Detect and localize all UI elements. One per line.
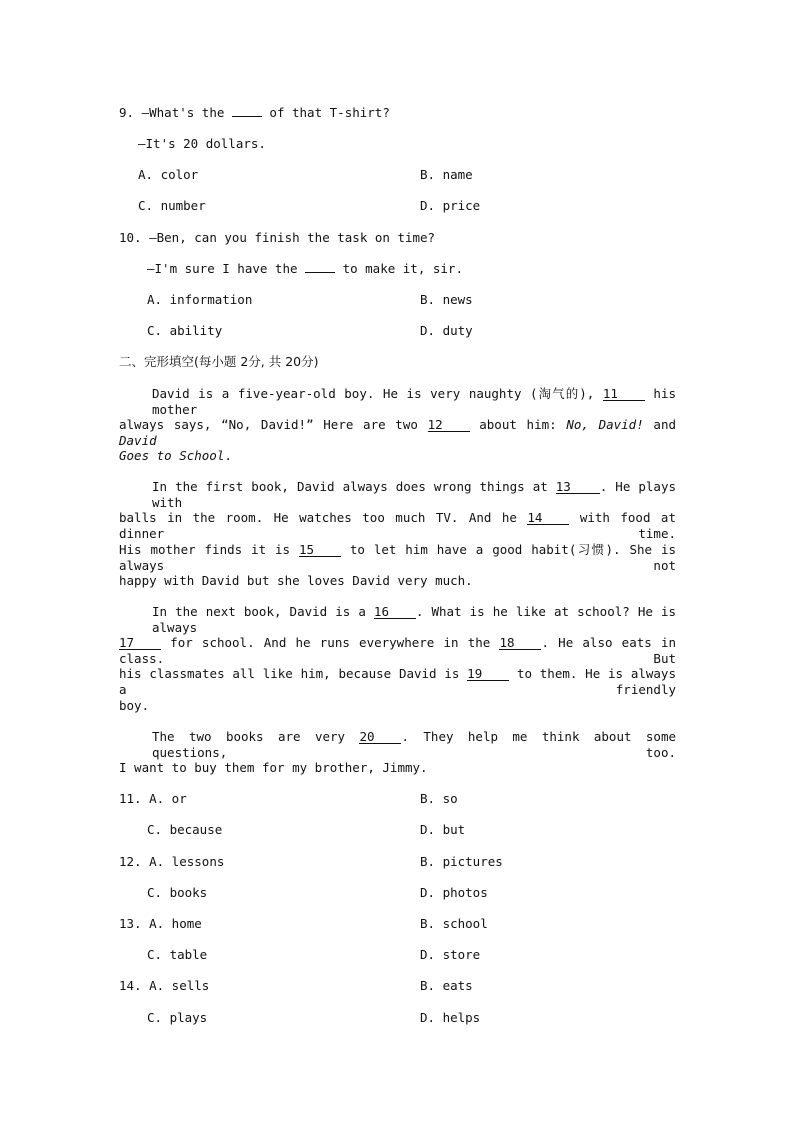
option-d: D. photos [420, 885, 488, 900]
passage-text: ), [579, 386, 603, 401]
passage-p3-line-2 [119, 635, 676, 667]
passage-text: his mother [152, 386, 676, 417]
chinese-gloss: 淘气的 [537, 386, 580, 401]
blank-11: 11 [603, 387, 645, 401]
passage-text: balls in the room. He watches too much TV. And he [119, 510, 528, 525]
passage-text: In the first book, David always does wrong things at [152, 479, 556, 494]
blank-20: 20 [359, 730, 401, 744]
passage-text: . He plays with [152, 479, 677, 510]
passage-p2-line-3 [119, 542, 676, 574]
option-d: D. duty [420, 323, 473, 338]
question-number: 11. [119, 791, 142, 806]
blank-15: 15 [299, 543, 341, 557]
option-a: A. sells [149, 978, 210, 993]
option-a: A. color [138, 167, 199, 182]
passage-text: for school. And he runs everywhere in the [161, 635, 500, 650]
option-a: A. lessons [149, 854, 225, 869]
passage-text: The two books are very [152, 729, 360, 744]
option-c: C. ability [147, 323, 223, 338]
passage-p1-line-1 [152, 386, 676, 418]
blank-19: 19 [467, 667, 509, 681]
question-9-line-1 [119, 105, 390, 121]
passage-text: David is a five-year-old boy. He is very naughty ( [152, 386, 538, 401]
option-d: D. price [420, 198, 481, 213]
book-title: Goes to School [119, 448, 225, 463]
blank-16: 16 [374, 605, 416, 619]
question-text: —What's the [141, 105, 232, 120]
passage-text: ). She is always not [119, 542, 676, 573]
passage-text: . They help me think about some questions, too. [152, 729, 677, 760]
option-c: C. plays [147, 1010, 208, 1025]
passage-p1-line-2 [119, 417, 676, 449]
question-number: 14. [119, 978, 142, 993]
question-number: 10. [119, 230, 142, 245]
option-b: B. school [420, 916, 488, 931]
question-10-line-2 [147, 261, 463, 277]
passage-p3-line-4: boy. [119, 698, 150, 713]
blank-17: 17 [119, 636, 161, 650]
passage-p2-line-4: happy with David but she loves David very much. [119, 573, 473, 588]
option-a: A. or [149, 791, 187, 806]
passage-text: . [224, 448, 232, 463]
option-a: A. information [147, 292, 253, 307]
passage-p4-line-1 [152, 729, 676, 761]
answer-blank [305, 272, 335, 273]
option-b: B. news [420, 292, 473, 307]
option-c: C. because [147, 822, 223, 837]
question-11-row-1 [119, 791, 187, 807]
passage-text: his classmates all like him, because David is [119, 666, 468, 681]
option-b: B. name [420, 167, 473, 182]
passage-text: to let him have a good habit( [340, 542, 577, 557]
option-b: B. pictures [420, 854, 503, 869]
passage-text: to them. He is always a friendly [119, 666, 676, 697]
question-text: —I'm sure I have the [147, 261, 306, 276]
question-text: —Ben, can you finish the task on time? [149, 230, 436, 245]
section-title: 二、完形填空(每小题 2分, 共 20分) [119, 354, 319, 369]
passage-p3-line-3 [119, 666, 676, 698]
blank-14: 14 [527, 511, 569, 525]
blank-12: 12 [428, 418, 470, 432]
question-13-row-1 [119, 916, 202, 932]
question-12-row-1 [119, 854, 224, 870]
option-c: C. table [147, 947, 208, 962]
passage-p2-line-2 [119, 510, 676, 542]
question-number: 9. [119, 105, 135, 120]
option-d: D. helps [420, 1010, 481, 1025]
question-14-row-1 [119, 978, 209, 994]
passage-text: . What is he like at school? He is always [152, 604, 676, 635]
option-a: A. home [149, 916, 202, 931]
passage-text: In the next book, David is a [152, 604, 374, 619]
passage-text: His mother finds it is [119, 542, 299, 557]
option-d: D. but [420, 822, 466, 837]
blank-13: 13 [556, 480, 600, 494]
book-title: David [119, 433, 157, 448]
answer-blank [232, 116, 262, 117]
passage-text: . He also eats in class. But [119, 635, 677, 666]
passage-text: and [643, 417, 677, 432]
question-9-line-2: —It's 20 dollars. [138, 136, 266, 151]
option-d: D. store [420, 947, 481, 962]
option-c: C. number [138, 198, 206, 213]
passage-p4-line-2: I want to buy them for my brother, Jimmy. [119, 760, 428, 775]
option-c: C. books [147, 885, 208, 900]
option-b: B. so [420, 791, 458, 806]
question-number: 13. [119, 916, 142, 931]
question-text: to make it, sir. [335, 261, 463, 276]
passage-text: about him: [469, 417, 567, 432]
option-b: B. eats [420, 978, 473, 993]
question-text: of that T-shirt? [261, 105, 390, 120]
passage-text: with food at dinner time. [119, 510, 676, 541]
blank-18: 18 [499, 636, 541, 650]
book-title: No, David! [566, 417, 644, 432]
passage-text: always says, “No, David!” Here are two [119, 417, 428, 432]
passage-p2-line-1 [152, 479, 676, 511]
passage-p3-line-1 [152, 604, 676, 636]
passage-p1-line-3 [119, 448, 232, 464]
question-number: 12. [119, 854, 142, 869]
question-10-line-1 [119, 230, 435, 246]
chinese-gloss: 习惯 [576, 542, 606, 557]
